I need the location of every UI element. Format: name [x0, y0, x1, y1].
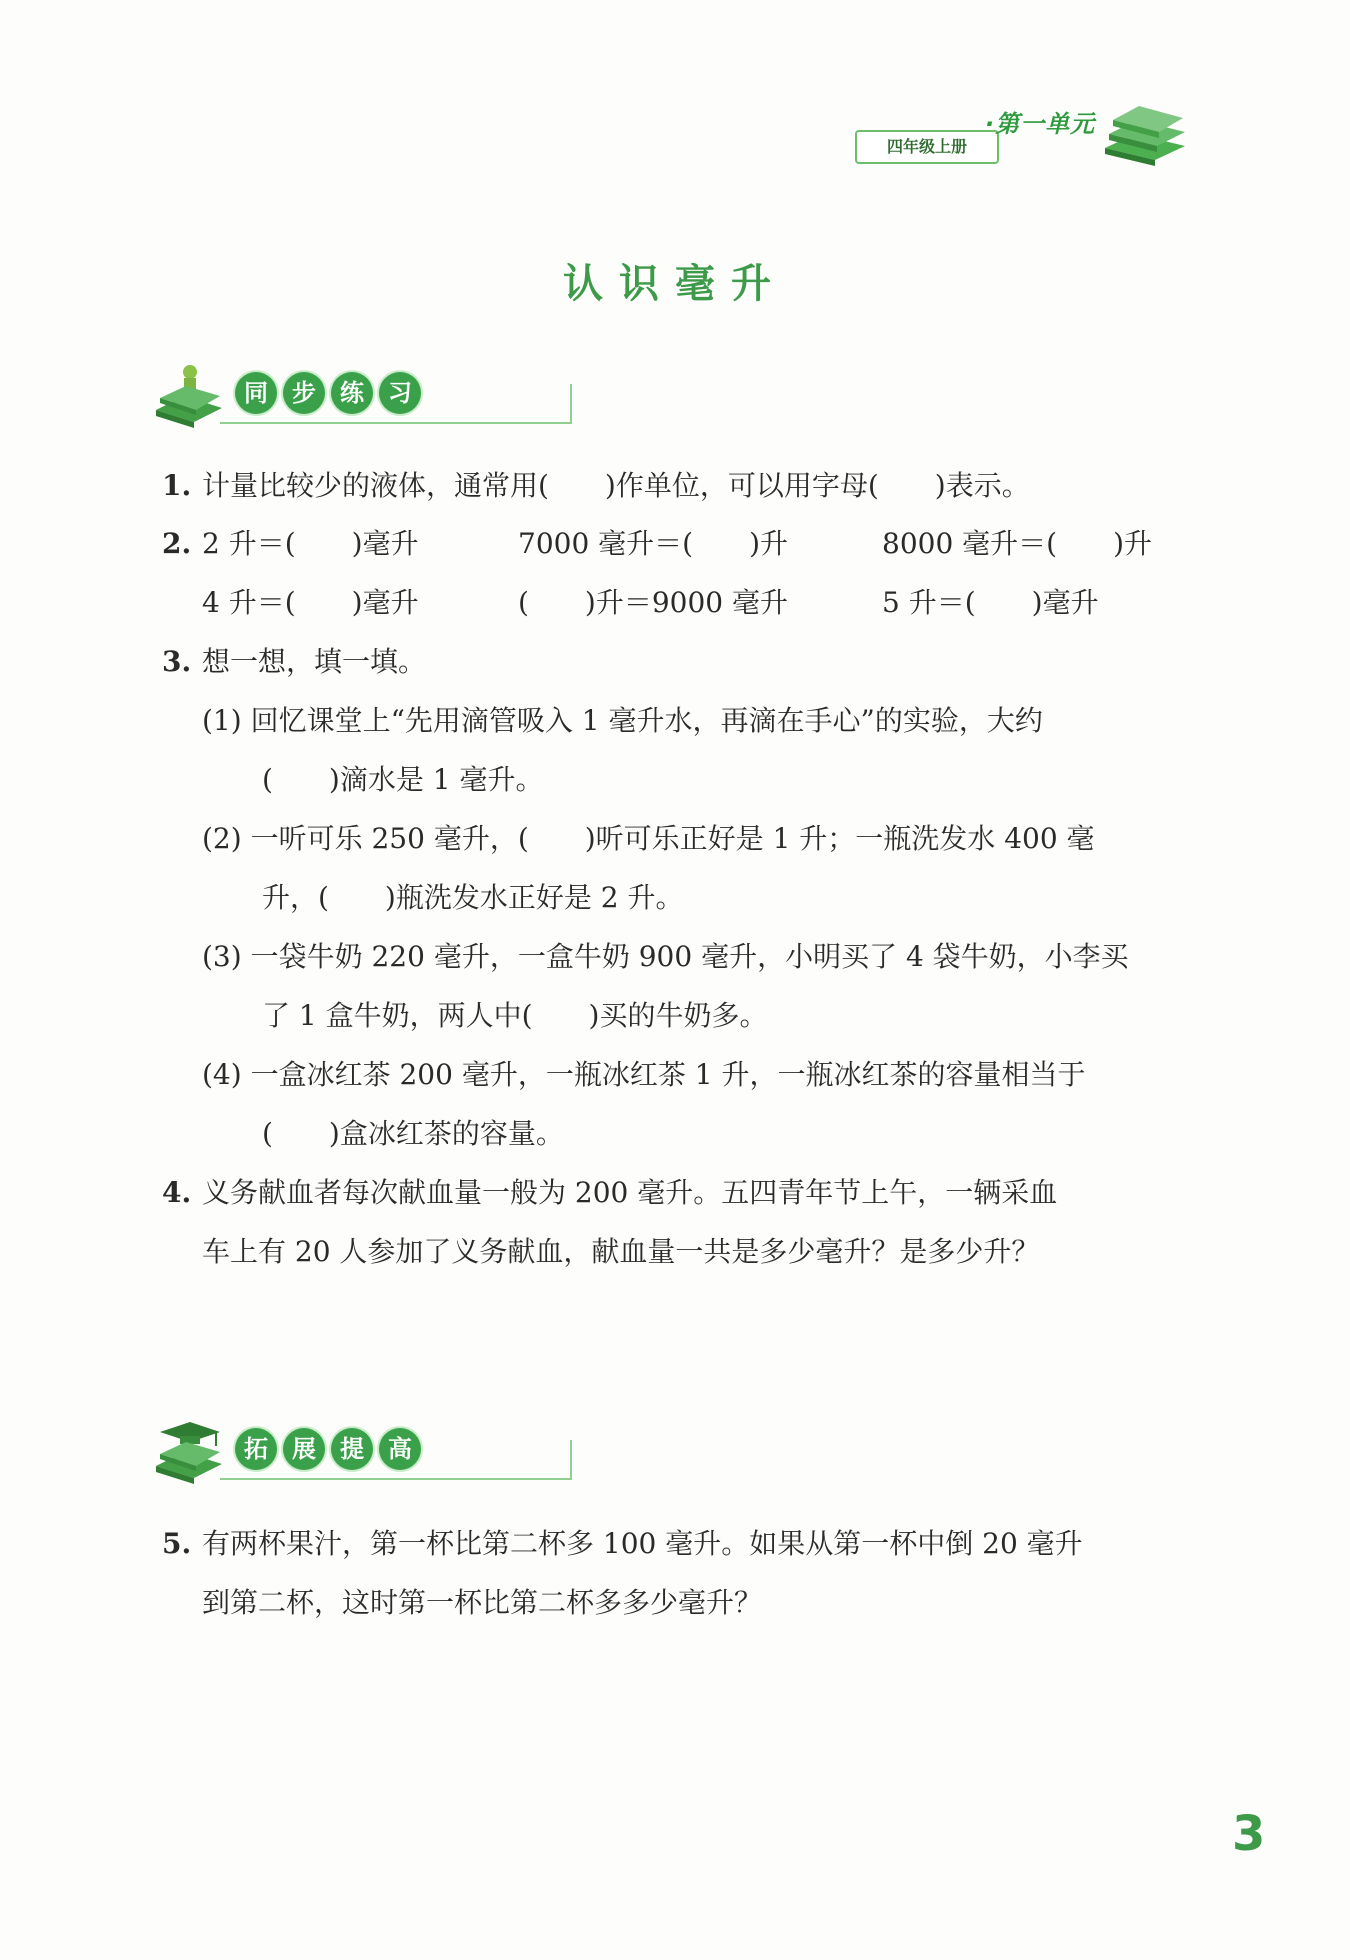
unit-header-badge — [855, 98, 1195, 178]
page-title: 认识毫升 — [563, 261, 787, 307]
section-extension — [150, 1418, 450, 1488]
question-number: 4. — [162, 1176, 192, 1209]
question-4 — [162, 1173, 1057, 1213]
sub-label: (3) — [202, 940, 242, 973]
question-number: 2. — [162, 527, 192, 560]
sub-question-1 — [202, 701, 1043, 741]
sub-question-2-cont: 升，( )瓶洗发水正好是 2 升。 — [262, 881, 684, 914]
question-1 — [162, 466, 1030, 506]
section-char: 展 — [283, 1428, 325, 1470]
section-char: 拓 — [235, 1428, 277, 1470]
conversion-f: 5 升＝( )毫升 — [882, 586, 1099, 619]
page-number: 3 — [1232, 1806, 1266, 1862]
conversion-c: 8000 毫升＝( )升 — [882, 527, 1153, 560]
question-number: 1. — [162, 469, 192, 502]
question-number: 3. — [162, 645, 192, 678]
sub-text: 一听可乐 250 毫升，( )听可乐正好是 1 升；一瓶洗发水 400 毫 — [250, 822, 1095, 855]
book-stack-icon — [150, 362, 230, 432]
sub-text: 一袋牛奶 220 毫升，一盒牛奶 900 毫升，小明买了 4 袋牛奶，小李买 — [250, 940, 1129, 973]
sub-question-2 — [202, 819, 1095, 859]
sub-question-1-cont: ( )滴水是 1 毫升。 — [262, 763, 544, 796]
conversion-a: 2 升＝( )毫升 — [202, 527, 419, 560]
question-text: 有两杯果汁，第一杯比第二杯多 100 毫升。如果从第一杯中倒 20 毫升 — [202, 1527, 1083, 1560]
conversion-b: 7000 毫升＝( )升 — [518, 527, 789, 560]
sub-label: (1) — [202, 704, 242, 737]
unit-label: ·第一单元 — [985, 110, 1096, 138]
question-2 — [162, 524, 202, 564]
section-char: 同 — [235, 372, 277, 414]
question-5-cont: 到第二杯，这时第一杯比第二杯多多少毫升？ — [202, 1586, 763, 1619]
section-char: 高 — [379, 1428, 421, 1470]
grade-label: 四年级上册 — [855, 130, 999, 164]
sub-label: (4) — [202, 1058, 242, 1091]
question-3 — [162, 642, 426, 682]
section-char: 步 — [283, 372, 325, 414]
section-char: 练 — [331, 372, 373, 414]
question-text: 义务献血者每次献血量一般为 200 毫升。五四青年节上午，一辆采血 — [202, 1176, 1058, 1209]
conversion-d: 4 升＝( )毫升 — [202, 586, 419, 619]
sub-question-3 — [202, 937, 1129, 977]
question-number: 5. — [162, 1527, 192, 1560]
graduation-cap-books-icon — [150, 1418, 230, 1488]
section-sync-practice — [150, 362, 450, 432]
question-text: 计量比较少的液体，通常用( )作单位，可以用字母( )表示。 — [202, 469, 1030, 502]
sub-question-3-cont: 了 1 盒牛奶，两人中( )买的牛奶多。 — [262, 999, 768, 1032]
sub-question-4-cont: ( )盒冰红茶的容量。 — [262, 1117, 564, 1150]
sub-question-4 — [202, 1055, 1085, 1095]
sub-text: 一盒冰红茶 200 毫升，一瓶冰红茶 1 升，一瓶冰红茶的容量相当于 — [250, 1058, 1086, 1091]
sub-label: (2) — [202, 822, 242, 855]
book-stack-icon — [1095, 98, 1190, 168]
question-text: 想一想，填一填。 — [202, 645, 427, 678]
sub-text: 回忆课堂上“先用滴管吸入 1 毫升水，再滴在手心”的实验，大约 — [250, 704, 1043, 737]
question-4-cont: 车上有 20 人参加了义务献血，献血量一共是多少毫升？是多少升？ — [202, 1235, 1040, 1268]
section-char: 习 — [379, 372, 421, 414]
question-5 — [162, 1524, 1083, 1564]
section-char: 提 — [331, 1428, 373, 1470]
conversion-e: ( )升＝9000 毫升 — [518, 586, 789, 619]
